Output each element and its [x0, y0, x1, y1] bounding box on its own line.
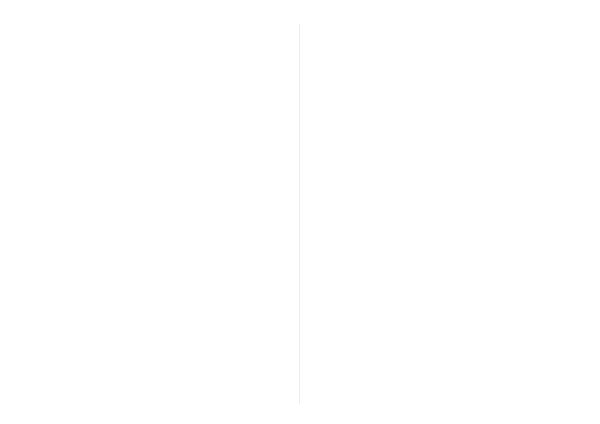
- note-list: [24, 45, 298, 401]
- note-line: [24, 396, 298, 400]
- right-page: [312, 40, 586, 410]
- page-gutter: [299, 24, 300, 404]
- note-list: [312, 40, 586, 404]
- note-line: [312, 400, 586, 404]
- left-page: [24, 40, 298, 410]
